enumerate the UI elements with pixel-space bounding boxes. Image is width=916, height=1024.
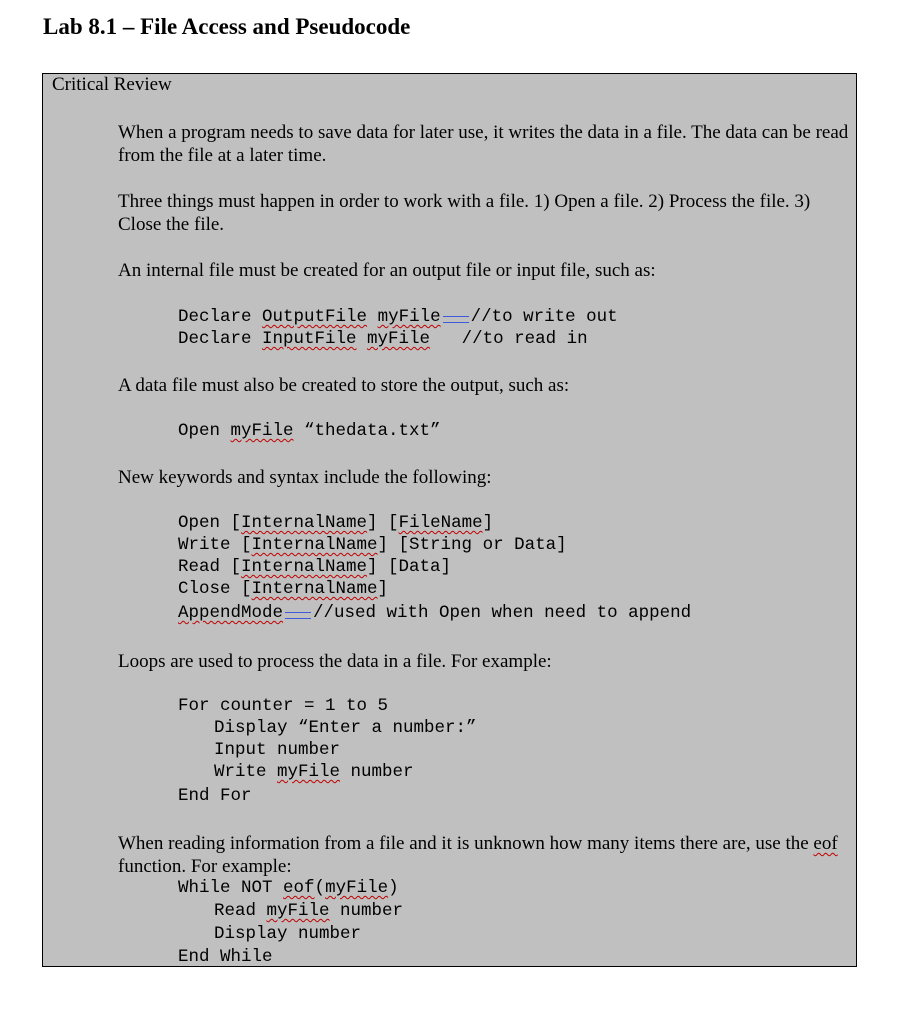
- code-declare-input: Declare InputFile myFile //to read in: [178, 329, 588, 349]
- code-keyword-appendmode: AppendMode //used with Open when need to append: [178, 603, 692, 623]
- code-declare-output: Declare OutputFile myFile //to write out: [178, 307, 618, 327]
- code-keyword-read: Read [InternalName] [Data]: [178, 557, 452, 577]
- code-while-start: While NOT eof(myFile): [178, 878, 399, 898]
- paragraph-keywords: New keywords and syntax include the following:: [118, 467, 492, 488]
- code-keyword-write: Write [InternalName] [String or Data]: [178, 535, 567, 555]
- code-while-display: Display number: [214, 924, 362, 944]
- code-while-end: End While: [178, 947, 273, 967]
- blue-underline-mark: [443, 316, 469, 323]
- code-open-file: Open myFile “thedata.txt”: [178, 421, 441, 441]
- code-for-write: Write myFile number: [214, 762, 414, 782]
- code-while-read: Read myFile number: [214, 901, 404, 921]
- paragraph-three-things: Three things must happen in order to work with a file. 1) Open a file. 2) Process the file. 3) Close the file.: [118, 191, 811, 235]
- paragraph-internal-file: An internal file must be created for an output file or input file, such as:: [118, 260, 656, 281]
- code-keyword-open: Open [InternalName] [FileName]: [178, 513, 494, 533]
- code-for-input: Input number: [214, 740, 341, 760]
- paragraph-eof: When reading information from a file and it is unknown how many items there are, use the eof function. For example:: [118, 833, 838, 877]
- critical-review-box: [42, 73, 857, 967]
- paragraph-data-file: A data file must also be created to store the output, such as:: [118, 375, 570, 396]
- page-title: Lab 8.1 – File Access and Pseudocode: [43, 14, 411, 39]
- paragraph-loops: Loops are used to process the data in a file. For example:: [118, 651, 552, 672]
- code-for-display: Display “Enter a number:”: [214, 718, 477, 738]
- blue-underline-mark: [285, 612, 311, 619]
- paragraph-intro: When a program needs to save data for later use, it writes the data in a file. The data can be read from the file at a later time.: [118, 122, 849, 166]
- critical-review-label: Critical Review: [52, 74, 172, 95]
- code-for-end: End For: [178, 786, 252, 806]
- code-for-start: For counter = 1 to 5: [178, 696, 389, 716]
- code-keyword-close: Close [InternalName]: [178, 579, 389, 599]
